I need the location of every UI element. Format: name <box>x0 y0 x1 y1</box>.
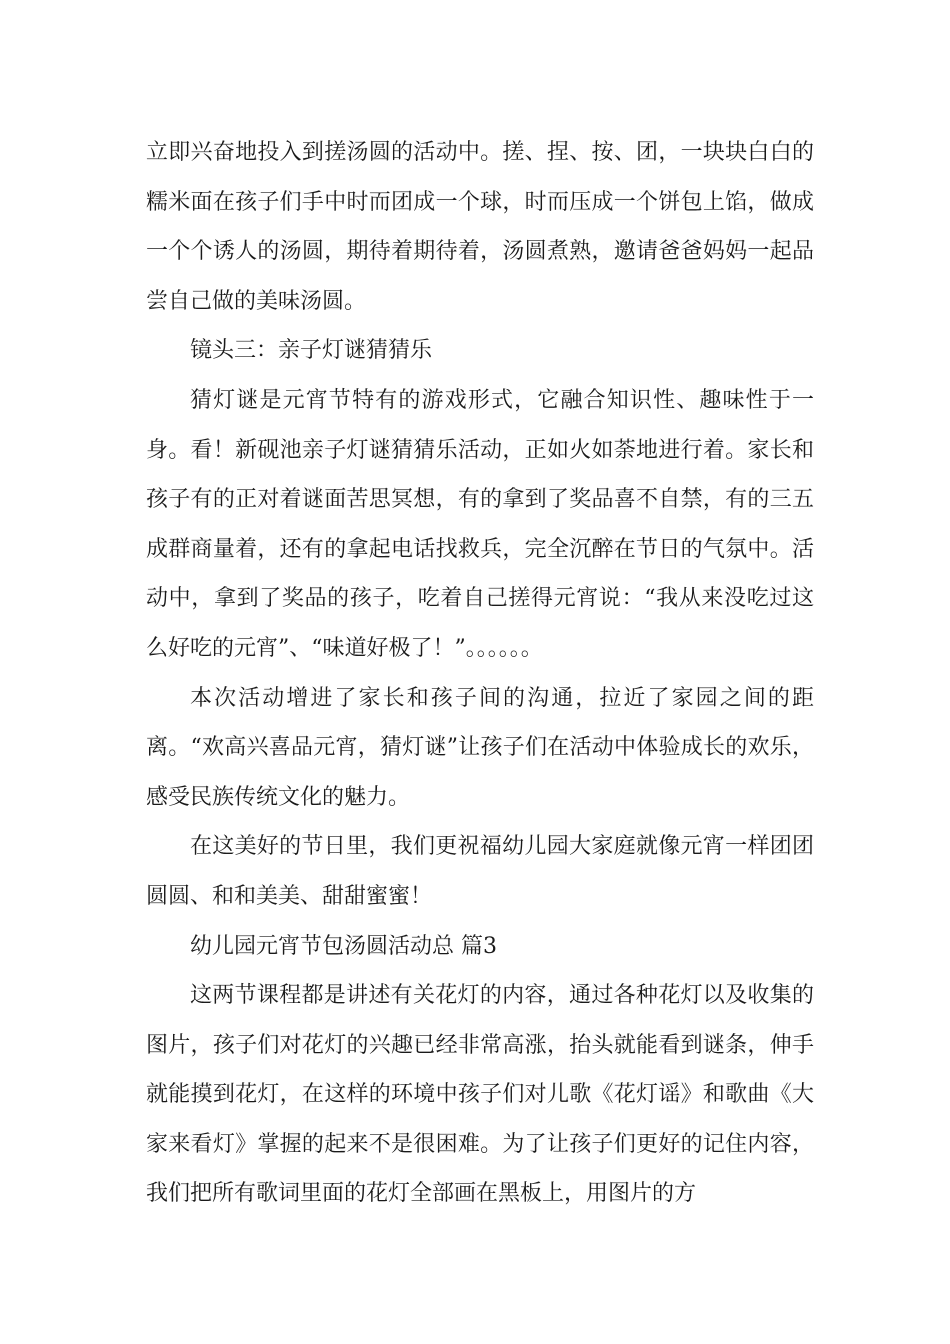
paragraph-continuation: 立即兴奋地投入到搓汤圆的活动中。搓、捏、按、团，一块块白白的糯米面在孩子们手中时而团成一个球，时而压成一个饼包上馅，做成一个个诱人的汤圆，期待着期待着，汤圆煮熟，邀请爸爸妈妈一起品尝自己做的美味汤圆。 <box>146 140 814 314</box>
document-body <box>146 128 814 1219</box>
paragraph-lantern-riddles: 猜灯谜是元宵节特有的游戏形式，它融合知识性、趣味性于一身。看！新砚池亲子灯谜猜猜乐活动，正如火如荼地进行着。家长和孩子有的正对着谜面苦思冥想，有的拿到了奖品喜不自禁，有的三五成群商量着，还有的拿起电话找救兵，完全沉醉在节日的气氛中。活动中，拿到了奖品的孩子，吃着自己搓得元宵说：“我从来没吃过这么好吃的元宵”、“味道好极了！”。。。。。。 <box>146 387 814 661</box>
section-heading-scene-three: 镜头三：亲子灯谜猜猜乐 <box>190 338 433 364</box>
paragraph-festival-wishes: 在这美好的节日里，我们更祝福幼儿园大家庭就像元宵一样团团圆圆、和和美美、甜甜蜜蜜！ <box>146 834 814 909</box>
paragraph-activity-summary: 本次活动增进了家长和孩子间的沟通，拉近了家园之间的距离。“欢高兴喜品元宵，猜灯谜”让孩子们在活动中体验成长的欢乐，感受民族传统文化的魅力。 <box>146 685 814 810</box>
paragraph-lantern-lessons: 这两节课程都是讲述有关花灯的内容，通过各种花灯以及收集的图片，孩子们对花灯的兴趣已经非常高涨，抬头就能看到谜条，伸手就能摸到花灯，在这样的环境中孩子们对儿歌《花灯谣》和歌曲《大家来看灯》掌握的起来不是很困难。为了让孩子们更好的记住内容，我们把所有歌词里面的花灯全部画在黑板上，用图片的方 <box>146 983 814 1207</box>
section-heading-part-three: 幼儿园元宵节包汤圆活动总 篇3 <box>190 933 497 959</box>
